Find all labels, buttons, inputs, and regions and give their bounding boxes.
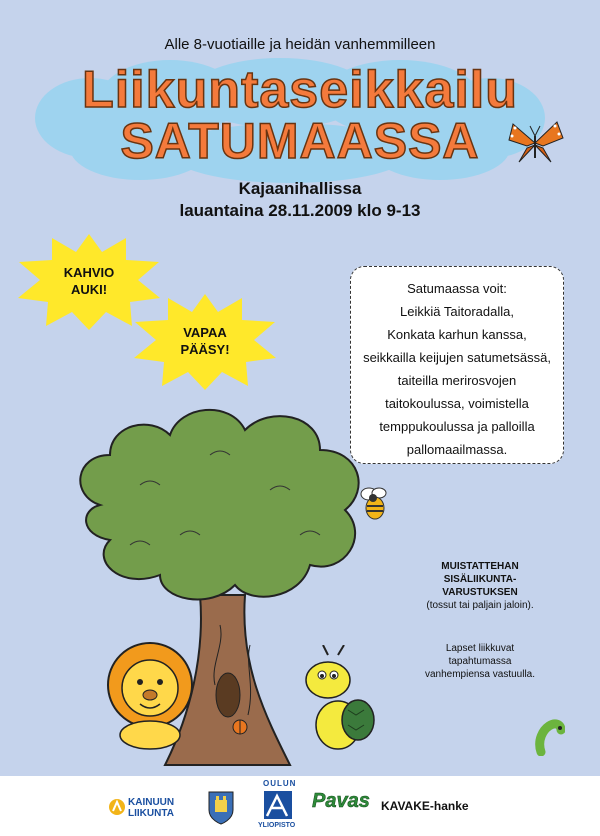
venue-place: Kajaanihallissa — [238, 179, 362, 198]
reminder-line-4: (tossut tai paljain jaloin). — [426, 600, 534, 611]
coat-of-arms-icon — [207, 790, 235, 826]
kainuun-liikunta-logo-icon — [108, 798, 126, 816]
venue-date: lauantaina 28.11.2009 klo 9-13 — [179, 201, 421, 220]
oulun-yliopisto-logo-icon — [263, 790, 293, 820]
equipment-reminder — [400, 560, 560, 612]
ladybug-icon — [230, 716, 250, 736]
info-line: pallomaailmassa. — [406, 442, 508, 457]
oulun-logo-bottom: YLIOPISTO — [258, 822, 296, 829]
responsibility-line-1: Lapset liikkuvat — [445, 643, 515, 654]
free-line-1: VAPAA — [183, 325, 227, 340]
responsibility-line-2: tapahtumassa — [448, 656, 512, 667]
info-line: Leikkiä Taitoradalla, — [400, 304, 514, 319]
info-line: temppukoulussa ja palloilla — [379, 419, 535, 434]
reminder-line-1: MUISTATTEHAN — [441, 561, 519, 572]
cafe-line-2: AUKI! — [70, 282, 108, 297]
kainuun-liikunta-logo — [128, 797, 174, 819]
kainuun-line-1: KAINUUN — [128, 797, 175, 808]
info-line: taitokoulussa, voimistella — [385, 396, 529, 411]
bug-character-illustration — [298, 645, 388, 755]
responsibility-line-3: vanhempiensa vastuulla. — [424, 669, 536, 680]
kainuun-line-2: LIIKUNTA — [128, 808, 174, 819]
lion-illustration — [95, 640, 205, 750]
info-line: seikkailla keijujen satumetsässä, — [363, 350, 551, 365]
worm-icon — [533, 716, 565, 756]
title-line-1: Liikuntaseikkailu — [81, 61, 519, 119]
audience-subtitle: Alle 8-vuotiaille ja heidän vanhemmilleen — [164, 36, 436, 53]
reminder-line-3: VARUSTUKSEN — [442, 587, 518, 598]
info-line: Satumaassa voit: — [407, 281, 507, 296]
pavas-logo: Pavas — [312, 790, 370, 812]
oulun-logo-top: OULUN — [263, 779, 297, 788]
title-line-2: SATUMAASSA — [120, 113, 480, 169]
sponsor-footer — [0, 776, 600, 836]
reminder-line-2: SISÄLIIKUNTA- — [443, 574, 517, 585]
cafe-line-1: KAHVIO — [63, 265, 115, 280]
butterfly-icon — [505, 118, 565, 168]
info-line: taiteilla merirosvojen — [397, 373, 517, 388]
venue-info — [0, 178, 600, 222]
free-entry-burst — [130, 292, 280, 392]
responsibility-note — [400, 642, 560, 681]
kavake-label: KAVAKE-hanke — [381, 799, 469, 813]
free-line-2: PÄÄSY! — [180, 342, 230, 357]
info-line: Konkata karhun kanssa, — [387, 327, 527, 342]
